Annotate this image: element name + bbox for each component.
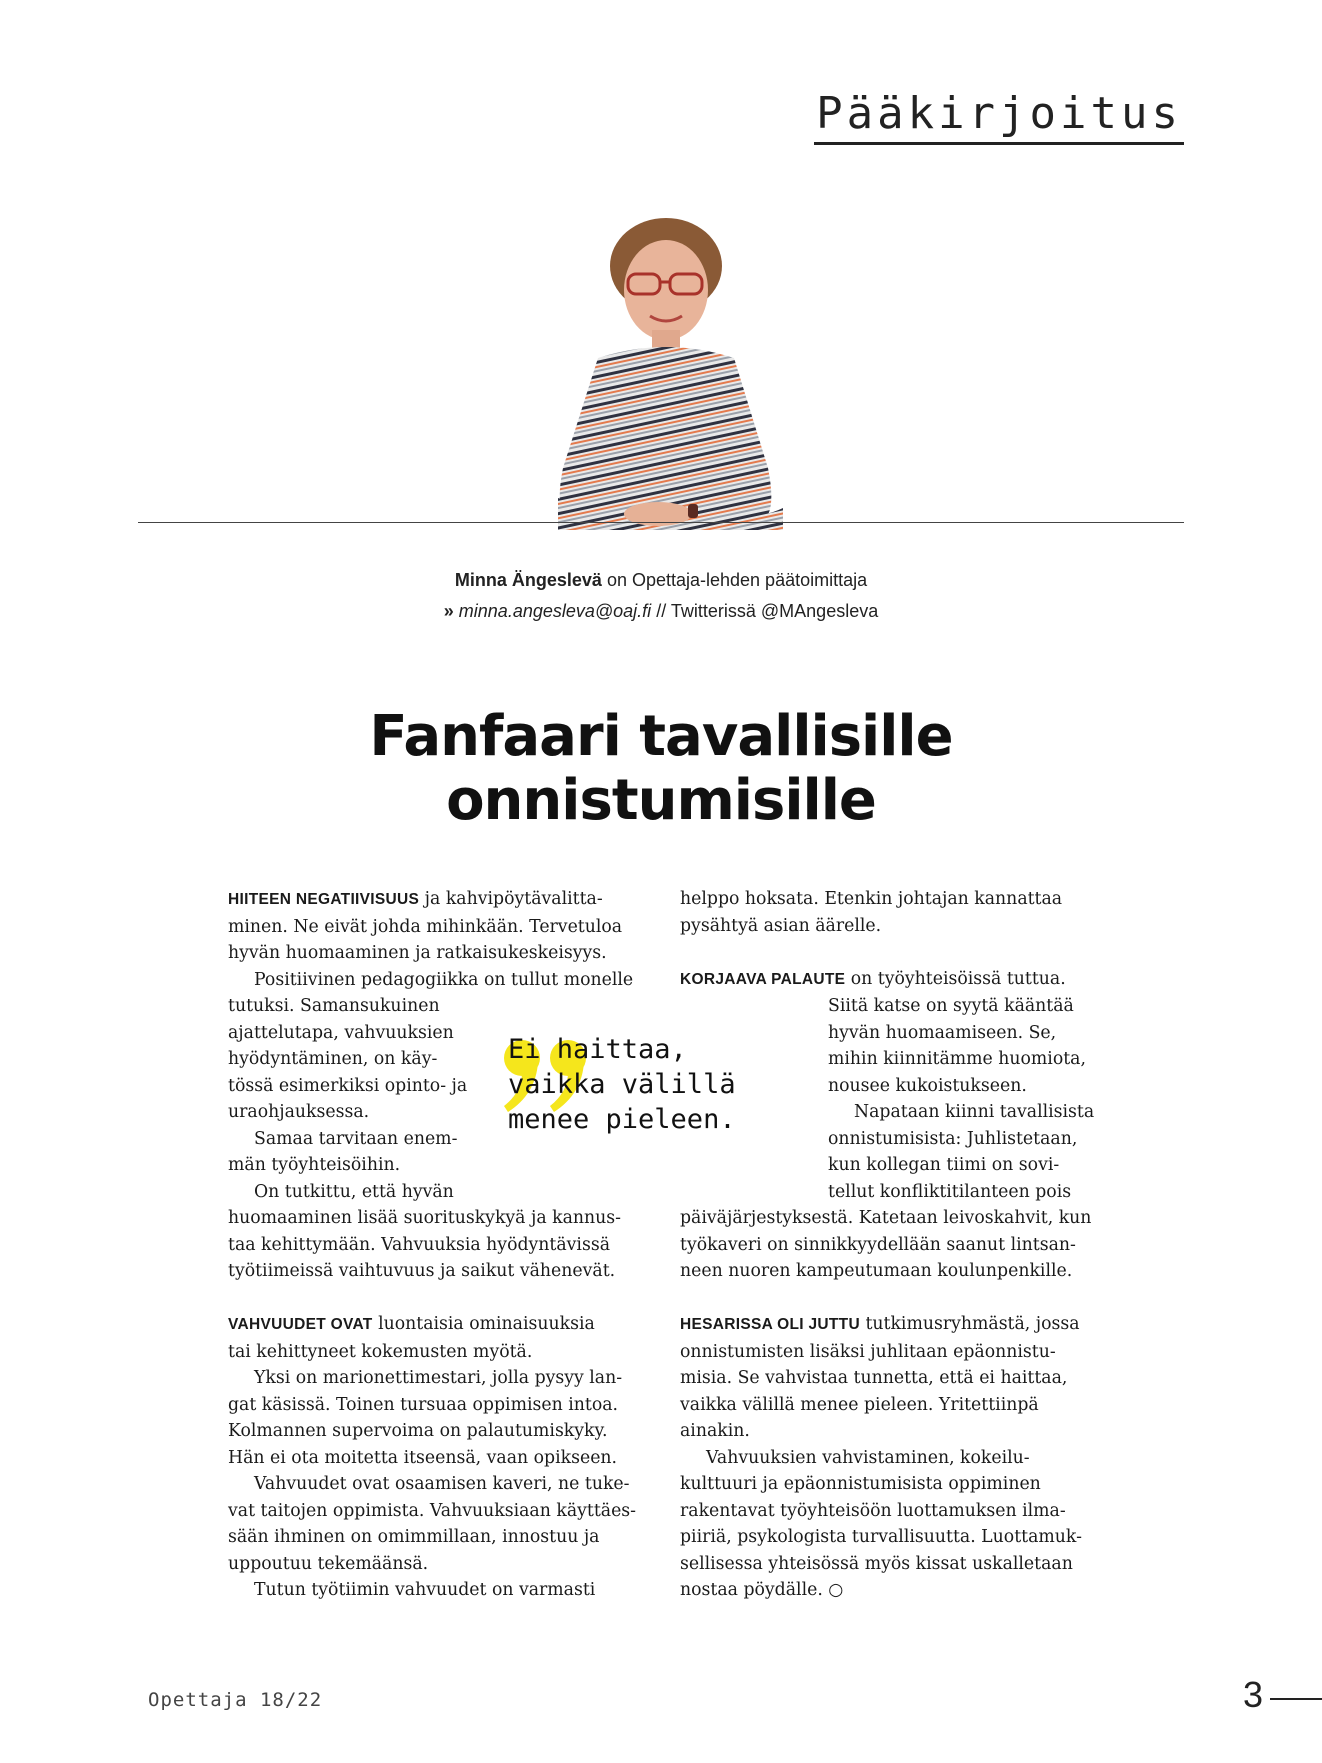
paragraph: Yksi on marionettimestari, jolla pysyy lan- [254, 1368, 623, 1388]
author-name: Minna Ängeslevä [454, 570, 602, 590]
paragraph: Positiivinen pedagogiikka on tullut monelle [254, 969, 634, 990]
paragraph: On tutkittu, että hyvän [254, 1181, 454, 1202]
arrow-icon: » [443, 601, 454, 621]
author-role: on Opettaja-lehden päätoimittaja [606, 570, 868, 590]
lead-in: KORJAAVA PALAUTE [680, 970, 846, 988]
paragraph: kulttuuri ja epäonnistumisista oppiminen rakentavat työyhteisöön luottamuksen ilma- piiriä, psykologista turvallisuutta. Luottamuk- sellisessa yhteisössä myös kissat uskalletaan nostaa pöydälle. ○ [680, 1474, 1082, 1600]
paragraph: Vahvuuksien vahvistaminen, kokeilu- [706, 1447, 1030, 1468]
paragraph: Samaa tarvitaan enem- [254, 1128, 458, 1149]
magazine-issue: Opettaja 18/22 [148, 1689, 323, 1711]
author-twitter[interactable]: // Twitterissä @MAngesleva [656, 601, 879, 621]
pull-quote: Ei haittaa, vaikka välillä menee pieleen. [508, 1034, 736, 1135]
paragraph: KORJAAVA PALAUTE on työyhteisöissä tuttua. [680, 968, 1066, 989]
divider-line [138, 522, 1184, 523]
left-column [228, 886, 648, 1604]
author-portrait [528, 218, 798, 533]
author-email-link[interactable]: minna.angesleva@oaj.fi [458, 601, 652, 621]
paragraph: Vahvuudet ovat osaamisen kaveri, ne tuke- [254, 1474, 630, 1494]
paragraph: päiväjärjestyksestä. Katetaan leivoskahvit, kun työkaveri on sinnikkyydellään saanut lintsan- neen nuoren kampeutumaan koulunpenkille. [680, 1208, 1092, 1281]
paragraph: tutuksi. Samansukuinen ajattelutapa, vahvuuksien hyödyntäminen, on käy- tössä esimerkiksi opinto- ja uraohjauksessa. [228, 996, 468, 1122]
lead-in: VAHVUUDET OVAT [228, 1316, 373, 1333]
paragraph: HESARISSA OLI JUTTU tutkimusryhmästä, jossa onnistumisten lisäksi juhlitaan epäonnistu- misia. Se vahvistaa tunnetta, että ei haittaa, vaikka välillä menee pieleen. Yritettiinpä ainakin. [680, 1314, 1080, 1441]
paragraph: onnistumisista: Juhlistetaan, kun kollegan tiimi on sovi- tellut konfliktitilanteen pois [828, 1128, 1078, 1202]
section-title: Pääkirjoitus [814, 92, 1184, 145]
paragraph: gat käsissä. Toinen tursuaa oppimisen intoa. Kolmannen supervoima on palautumiskyky. Hän ei ota moitetta itseensä, vaan opikseen. [228, 1394, 619, 1468]
paragraph: Tutun työtiimin vahvuudet on varmasti [254, 1580, 596, 1600]
headline-line: onnistumisille [446, 768, 876, 833]
lead-in: HESARISSA OLI JUTTU [680, 1316, 860, 1333]
paragraph: helppo hoksata. Etenkin johtajan kannattaa pysähtyä asian äärelle. [680, 889, 1063, 936]
page-number-rule [1270, 1698, 1322, 1700]
lead-in: HIITEEN NEGATIIVISUUS [228, 891, 420, 908]
right-column [680, 886, 1100, 1604]
article-headline [0, 705, 1322, 833]
paragraph: män työyhteisöihin. [228, 1155, 401, 1175]
paragraph: Napataan kiinni tavallisista [854, 1102, 1095, 1122]
page-number: 3 [1243, 1674, 1264, 1715]
headline-line: Fanfaari tavallisille [369, 704, 953, 769]
paragraph: vat taitojen oppimista. Vahvuuksiaan käyttäes- sään ihminen on omimmillaan, innostuu ja uppoutuu tekemäänsä. [228, 1500, 637, 1574]
paragraph: HIITEEN NEGATIIVISUUS ja kahvipöytävalitta- minen. Ne eivät johda mihinkään. Tervetuloa hyvän huomaaminen ja ratkaisukeskeisyys. [228, 889, 623, 963]
paragraph: huomaaminen lisää suorituskykyä ja kannus- taa kehittymään. Vahvuuksia hyödyntävissä työtiimeissä vaihtuvuus ja saikut vähenevät. [228, 1208, 621, 1281]
paragraph: Siitä katse on syytä kääntää hyvän huomaamiseen. Se, mihin kiinnitämme huomiota, nousee kukoistukseen. [828, 996, 1086, 1096]
paragraph: VAHVUUDET OVAT luontaisia ominaisuuksia tai kehittyneet kokemusten myötä. [228, 1314, 595, 1362]
byline [0, 565, 1322, 627]
